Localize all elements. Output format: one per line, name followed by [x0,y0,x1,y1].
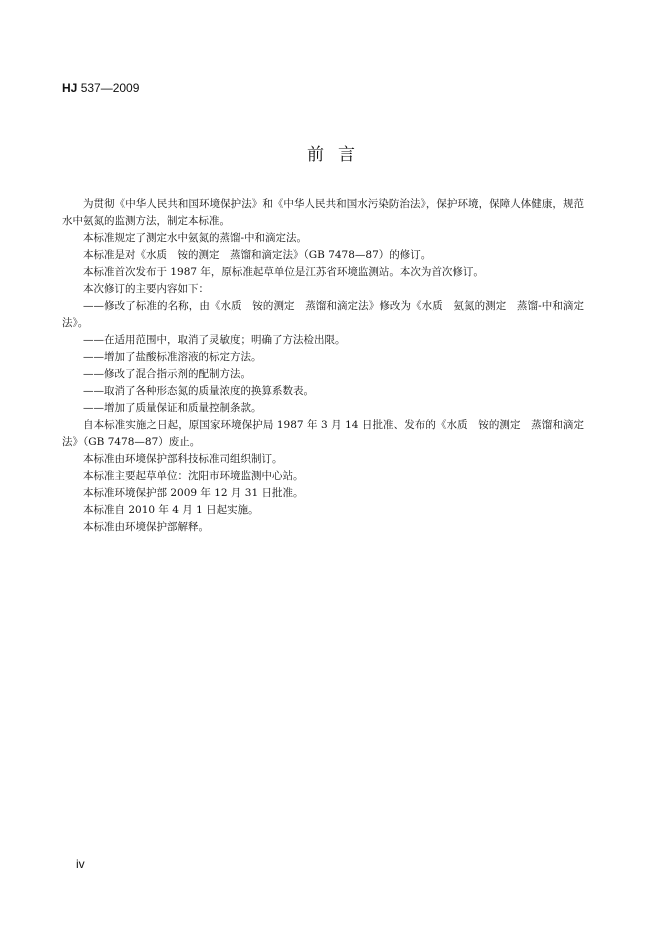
paragraph-approval: 本标准环境保护部 2009 年 12 月 31 日批准。 [83,487,304,499]
paragraph-abolish: 自本标准实施之日起，原国家环境保护局 1987 年 3 月 14 日批准、发布的《水质 铵的测定 蒸馏和滴定法》（GB 7478—87）废止。 [62,419,584,448]
paragraph-scope: 本标准规定了测定水中氨氮的蒸馏-中和滴定法。 [83,232,308,244]
paragraph-purpose: 为贯彻《中华人民共和国环境保护法》和《中华人民共和国水污染防治法》，保护环境，保障人体健康，规范水中氨氮的监测方法，制定本标准。 [62,198,584,227]
page-title: 前言 [307,145,369,165]
standard-number: 537—2009 [80,81,140,95]
change-item-qa-qc: ——增加了质量保证和质量控制条款。 [83,402,262,414]
paragraph-changes-intro: 本次修订的主要内容如下： [83,283,209,295]
paragraph-effective-date: 本标准自 2010 年 4 月 1 日起实施。 [83,504,259,516]
paragraph-revision-of: 本标准是对《水质 铵的测定 蒸馏和滴定法》（GB 7478—87）的修订。 [83,249,432,261]
change-item-calibration: ——增加了盐酸标准溶液的标定方法。 [83,351,262,363]
change-item-name: ——修改了标准的名称，由《水质 铵的测定 蒸馏和滴定法》修改为《水质 氨氮的测定 蒸馏-中和滴定法》。 [62,300,584,329]
foreword-body [62,196,584,536]
change-item-indicator: ——修改了混合指示剂的配制方法。 [83,368,251,380]
change-item-conversion-table: ——取消了各种形态氮的质量浓度的换算系数表。 [83,385,314,397]
paragraph-interpretation: 本标准由环境保护部解释。 [83,521,209,533]
page-number: iv [76,857,85,871]
paragraph-drafter: 本标准主要起草单位：沈阳市环境监测中心站。 [83,470,304,482]
change-item-scope: ——在适用范围中，取消了灵敏度；明确了方法检出限。 [83,334,346,346]
standard-code [62,80,139,96]
paragraph-organizer: 本标准由环境保护部科技标准司组织制订。 [83,453,283,465]
paragraph-history: 本标准首次发布于 1987 年，原标准起草单位是江苏省环境监测站。本次为首次修订。 [83,266,484,278]
standard-prefix: HJ [62,81,78,95]
